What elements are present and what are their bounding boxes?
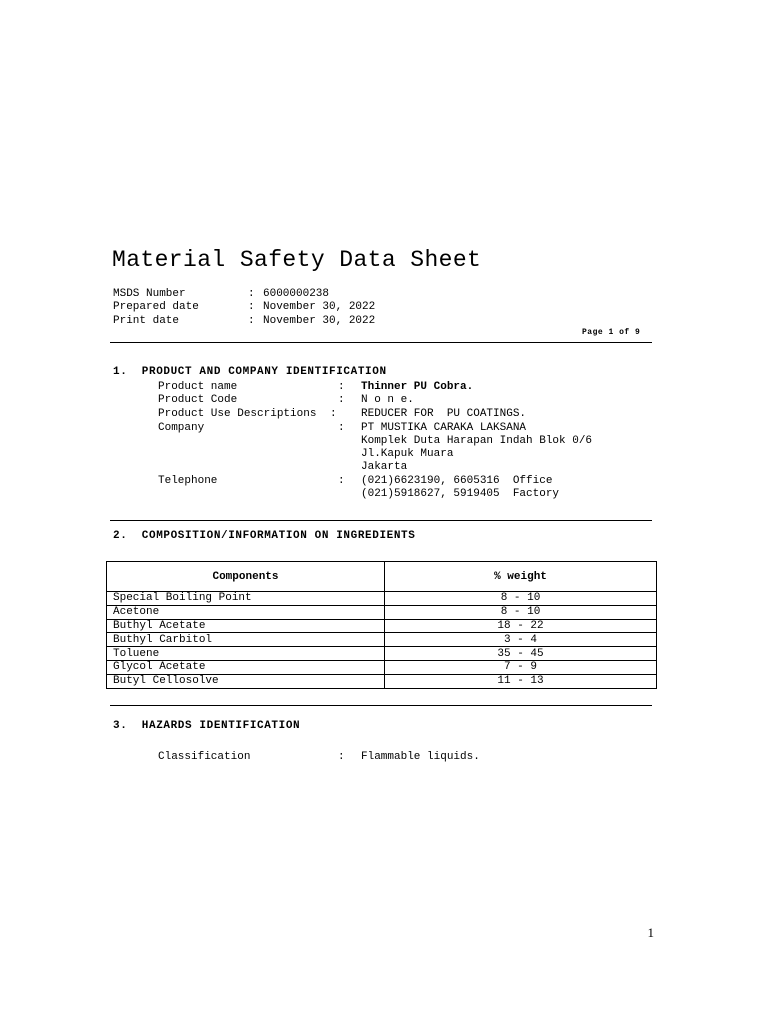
divider-2: [110, 520, 652, 521]
company-colon: :: [338, 422, 345, 434]
print-date-value: November 30, 2022: [263, 315, 376, 327]
telephone-line-1: (021)6623190, 6605316 Office: [361, 475, 553, 487]
prepared-date-colon: :: [248, 301, 255, 313]
table-row: [107, 592, 657, 606]
classification-value: Flammable liquids.: [361, 751, 480, 763]
page-indicator: Page 1 of 9: [582, 328, 641, 337]
component-cell: Special Boiling Point: [107, 592, 385, 606]
product-use-label: Product Use Descriptions: [158, 408, 317, 420]
product-code-value: N o n e.: [361, 394, 414, 406]
weight-cell: 7 - 9: [385, 660, 657, 674]
weight-cell: 35 - 45: [385, 647, 657, 661]
table-row: [107, 633, 657, 647]
company-line-4: Jakarta: [361, 461, 408, 473]
section-3-heading: 3. HAZARDS IDENTIFICATION: [113, 720, 301, 732]
product-use-value: REDUCER FOR PU COATINGS.: [361, 408, 527, 420]
print-date-colon: :: [248, 315, 255, 327]
company-label: Company: [158, 422, 205, 434]
component-cell: Toluene: [107, 647, 385, 661]
section-1-heading: 1. PRODUCT AND COMPANY IDENTIFICATION: [113, 366, 387, 378]
page-number: 1: [647, 925, 654, 940]
ingredients-table: [106, 561, 657, 689]
product-name-colon: :: [338, 381, 345, 393]
classification-colon: :: [338, 751, 345, 763]
product-code-label: Product Code: [158, 394, 238, 406]
divider-3: [110, 705, 652, 706]
section-2-heading: 2. COMPOSITION/INFORMATION ON INGREDIENTS: [113, 530, 416, 542]
components-header: Components: [107, 562, 385, 592]
classification-label: Classification: [158, 751, 251, 763]
print-date-label: Print date: [113, 315, 180, 327]
product-name-label: Product name: [158, 381, 238, 393]
table-row: [107, 619, 657, 633]
table-row: [107, 605, 657, 619]
table-header-row: [107, 562, 657, 592]
msds-number-colon: :: [248, 288, 255, 300]
component-cell: Butyl Cellosolve: [107, 674, 385, 688]
table-row: [107, 674, 657, 688]
company-line-2: Komplek Duta Harapan Indah Blok 0/6: [361, 435, 593, 447]
document-title: Material Safety Data Sheet: [112, 247, 482, 273]
component-cell: Buthyl Acetate: [107, 619, 385, 633]
telephone-label: Telephone: [158, 475, 218, 487]
product-use-colon: :: [330, 408, 337, 420]
table-row: [107, 647, 657, 661]
weight-cell: 11 - 13: [385, 674, 657, 688]
company-line-3: Jl.Kapuk Muara: [361, 448, 454, 460]
weight-header: % weight: [385, 562, 657, 592]
weight-cell: 8 - 10: [385, 592, 657, 606]
prepared-date-label: Prepared date: [113, 301, 199, 313]
component-cell: Buthyl Carbitol: [107, 633, 385, 647]
product-name-value: Thinner PU Cobra.: [361, 381, 474, 393]
msds-number-value: 6000000238: [263, 288, 330, 300]
prepared-date-value: November 30, 2022: [263, 301, 376, 313]
company-line-1: PT MUSTIKA CARAKA LAKSANA: [361, 422, 527, 434]
divider-1: [110, 342, 652, 343]
telephone-colon: :: [338, 475, 345, 487]
product-code-colon: :: [338, 394, 345, 406]
msds-number-label: MSDS Number: [113, 288, 186, 300]
telephone-line-2: (021)5918627, 5919405 Factory: [361, 488, 560, 500]
weight-cell: 8 - 10: [385, 605, 657, 619]
weight-cell: 18 - 22: [385, 619, 657, 633]
component-cell: Acetone: [107, 605, 385, 619]
weight-cell: 3 - 4: [385, 633, 657, 647]
component-cell: Glycol Acetate: [107, 660, 385, 674]
table-row: [107, 660, 657, 674]
